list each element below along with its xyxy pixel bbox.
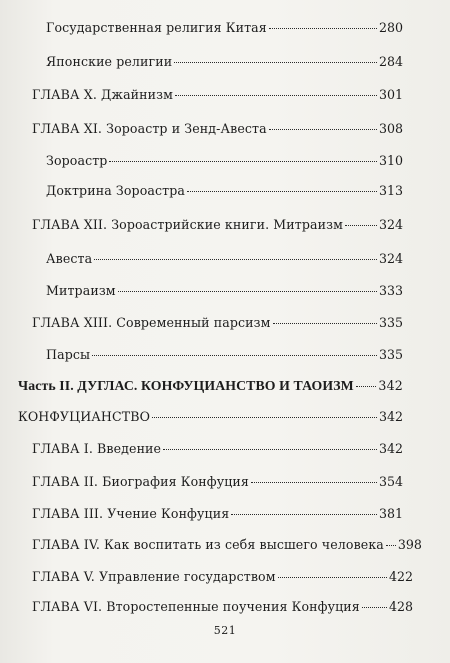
- dot-leader: [356, 386, 377, 387]
- toc-entry-title: Зороастр: [46, 153, 108, 168]
- page-number: 521: [213, 624, 237, 637]
- dot-leader: [118, 291, 377, 292]
- dot-leader: [94, 259, 377, 260]
- toc-entry-mithraism: [46, 283, 403, 299]
- toc-entry-chapter-4: [32, 537, 422, 553]
- toc-entry-page: 284: [378, 54, 403, 69]
- toc-entry-page: 324: [378, 251, 403, 266]
- toc-entry-chapter-13: [32, 315, 403, 331]
- toc-entry-avesta: [46, 251, 403, 267]
- dot-leader: [251, 482, 377, 483]
- toc-entry-page: 422: [388, 569, 413, 584]
- toc-entry-zoroaster: [46, 153, 403, 169]
- toc-entry-page: 280: [378, 20, 403, 35]
- toc-entry-title: Авеста: [46, 251, 93, 266]
- toc-entry-title: Японские религии: [46, 54, 173, 69]
- toc-entry-zoroaster-doctrine: [46, 183, 403, 199]
- dot-leader: [269, 28, 377, 29]
- dot-leader: [278, 577, 387, 578]
- dot-leader: [174, 62, 377, 63]
- toc-entry-page: 398: [397, 537, 422, 552]
- toc-entry-page: 335: [378, 347, 403, 362]
- toc-entry-title: ГЛАВА XII. Зороастрийские книги. Митраизм: [32, 217, 343, 232]
- toc-entry-chapter-11: [32, 121, 403, 137]
- dot-leader: [231, 514, 377, 515]
- toc-entry-title: ГЛАВА XI. Зороастр и Зенд-Авеста: [32, 121, 267, 136]
- dot-leader: [386, 545, 396, 546]
- toc-entry-title: ГЛАВА III. Учение Конфуция: [32, 506, 230, 521]
- toc-entry-page: 354: [378, 474, 403, 489]
- toc-entry-page: 310: [378, 153, 403, 168]
- toc-entry-title: ГЛАВА VI. Второстепенные поучения Конфуция: [32, 599, 360, 614]
- toc-entry-title: ГЛАВА X. Джайнизм: [32, 87, 174, 102]
- toc-entry-confucianism: [18, 409, 403, 425]
- toc-entry-title: ГЛАВА XIII. Современный парсизм: [32, 315, 271, 330]
- toc-entry-part-2: [18, 378, 403, 394]
- toc-entry-title: ГЛАВА II. Биография Конфуция: [32, 474, 249, 489]
- toc-entry-title: Государственная религия Китая: [46, 20, 267, 35]
- toc-entry-page: 342: [378, 409, 403, 424]
- toc-entry-chapter-2: [32, 474, 403, 490]
- toc-entry-page: 335: [378, 315, 403, 330]
- toc-entry-title: Парсы: [46, 347, 91, 362]
- dot-leader: [175, 95, 377, 96]
- toc-entry-title: ГЛАВА I. Введение: [32, 441, 162, 456]
- toc-entry-page: 428: [388, 599, 413, 614]
- toc-entry-chapter-12: [32, 217, 403, 233]
- toc-entry-chapter-3: [32, 506, 403, 522]
- toc-entry-title: Часть II. ДУГЛАС. КОНФУЦИАНСТВО И ТАОИЗМ: [18, 378, 354, 393]
- toc-entry-page: 342: [378, 441, 403, 456]
- dot-leader: [273, 323, 377, 324]
- toc-entry-parsis: [46, 347, 403, 363]
- dot-leader: [163, 449, 377, 450]
- toc-entry-title: Митраизм: [46, 283, 116, 298]
- toc-entry-title: ГЛАВА IV. Как воспитать из себя высшего человека: [32, 537, 384, 552]
- toc-entry-page: 381: [378, 506, 403, 521]
- dot-leader: [345, 225, 377, 226]
- dot-leader: [362, 607, 387, 608]
- toc-entry-page: 342: [378, 378, 403, 393]
- toc-entry-chapter-5: [32, 569, 413, 585]
- dot-leader: [152, 417, 377, 418]
- toc-entry-state-religion-china: [46, 20, 403, 36]
- toc-entry-chapter-6: [32, 599, 413, 615]
- toc-entry-page: 308: [378, 121, 403, 136]
- toc-entry-page: 313: [378, 183, 403, 198]
- dot-leader: [109, 161, 376, 162]
- dot-leader: [269, 129, 377, 130]
- toc-entry-japanese-religions: [46, 54, 403, 70]
- toc-entry-chapter-10: [32, 87, 403, 103]
- toc-entry-title: ГЛАВА V. Управление государством: [32, 569, 276, 584]
- toc-entry-page: 333: [378, 283, 403, 298]
- toc-entry-page: 324: [378, 217, 403, 232]
- toc-entry-title: Доктрина Зороастра: [46, 183, 185, 198]
- toc-entry-title: КОНФУЦИАНСТВО: [18, 409, 151, 424]
- toc-entry-page: 301: [378, 87, 403, 102]
- toc-entry-chapter-1: [32, 441, 403, 457]
- dot-leader: [187, 191, 377, 192]
- dot-leader: [92, 355, 377, 356]
